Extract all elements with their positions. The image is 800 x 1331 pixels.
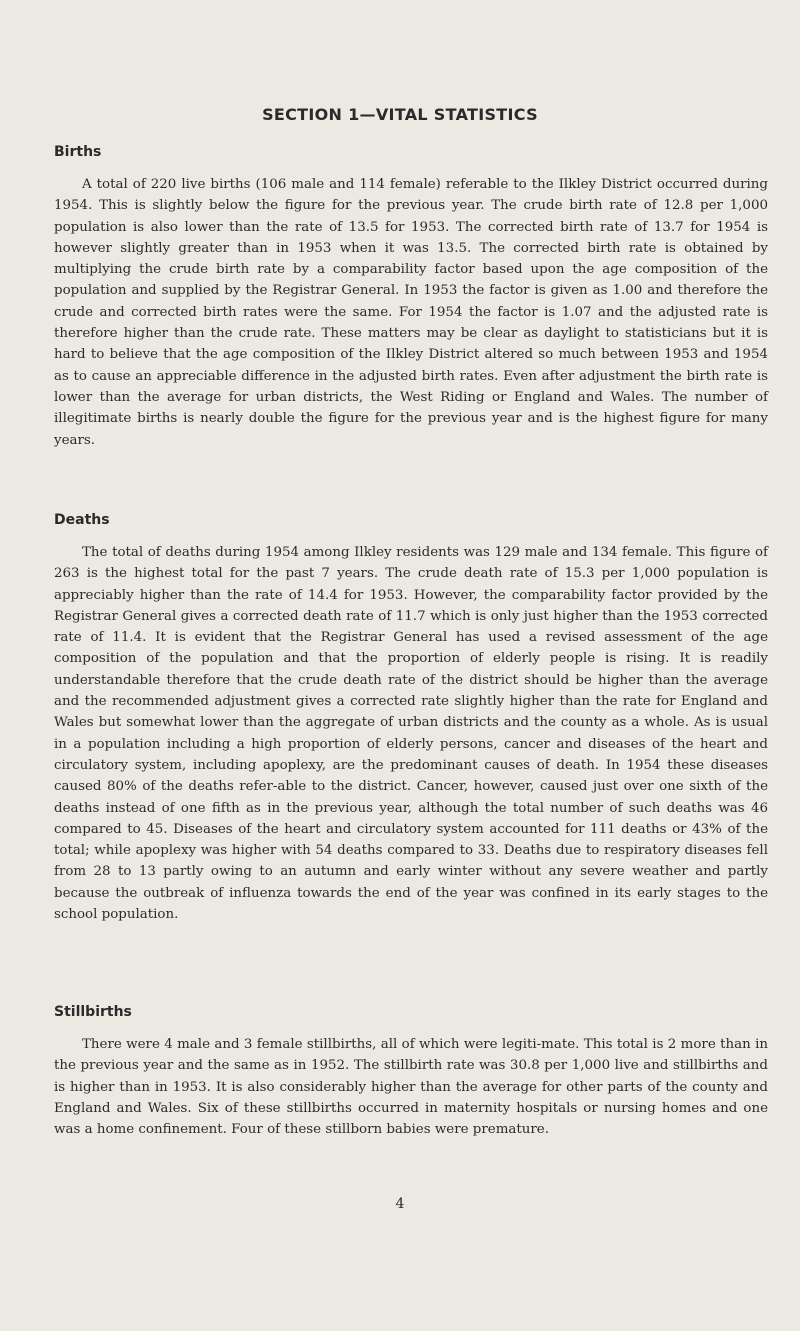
- page-number: 4: [395, 1196, 405, 1212]
- deaths-paragraph: The total of deaths during 1954 among Ilkley residents was 129 male and 134 female. This figure of 263 is the highest total for the past 7 years. The crude death rate of 15.3 per 1,000 population is appreciably higher than the rate of 14.4 for 1953. However, the comparability factor provided by the Registrar General gives a corrected death rate of 11.7 which is only just higher than the 1953 corrected rate of 11.4. It is evident that the Registrar General has used a revised assessment of the age composition of the population and that the proportion of elderly people is rising. It is readily understandable therefore that the crude death rate of the district should be higher than the average and the recommended adjustment gives a corrected rate slightly higher than the rate for England and Wales but somewhat lower than the aggregate of urban districts and the county as a whole. As is usual in a population including a high proportion of elderly persons, cancer and diseases of the heart and circulatory system, including apoplexy, are the predominant causes of death. In 1954 these diseases caused 80% of the deaths refer-able to the district. Cancer, however, caused just over one sixth of the deaths instead of one fifth as in the previous year, although the total number of such deaths was 46 compared to 45. Diseases of the heart and circulatory system accounted for 111 deaths or 43% of the total; while apoplexy was higher with 54 deaths compared to 33. Deaths due to respiratory diseases fell from 28 to 13 partly owing to an autumn and early winter without any severe weather and partly because the outbreak of influenza towards the end of the year was confined in its early stages to the school population.: [54, 545, 768, 923]
- section-title: SECTION 1—VITAL STATISTICS: [262, 105, 538, 124]
- births-heading: Births: [54, 144, 102, 160]
- births-paragraph: A total of 220 live births (106 male and 114 female) referable to the Ilkley District occurred during 1954. This is slightly below the figure for the previous year. The crude birth rate of 12.8 per 1,000 population is also lower than the rate of 13.5 for 1953. The corrected birth rate of 13.7 for 1954 is however slightly greater than in 1953 when it was 13.5. The corrected birth rate is obtained by multiplying the crude birth rate by a comparability factor based upon the age composition of the population and supplied by the Registrar General. In 1953 the factor is given as 1.00 and therefore the crude and corrected birth rates were the same. For 1954 the factor is 1.07 and the adjusted rate is therefore higher than the crude rate. These matters may be clear as daylight to statisticians but it is hard to believe that the age composition of the Ilkley District altered so much between 1953 and 1954 as to cause an appreciable difference in the adjusted birth rates. Even after adjustment the birth rate is lower than the average for urban districts, the West Riding or England and Wales. The number of illegitimate births is nearly double the figure for the previous year and is the highest figure for many years.: [54, 177, 768, 448]
- stillbirths-paragraph: There were 4 male and 3 female stillbirths, all of which were legiti-mate. This total is 2 more than in the previous year and the same as in 1952. The stillbirth rate was 30.8 per 1,000 live and stillbirths and is higher than in 1953. It is also considerably higher than the average for other parts of the county and England and Wales. Six of these stillbirths occurred in maternity hospitals or nursing homes and one was a home confinement. Four of these stillborn babies were premature.: [54, 1037, 768, 1138]
- stillbirths-heading: Stillbirths: [54, 1004, 132, 1020]
- deaths-heading: Deaths: [54, 512, 110, 528]
